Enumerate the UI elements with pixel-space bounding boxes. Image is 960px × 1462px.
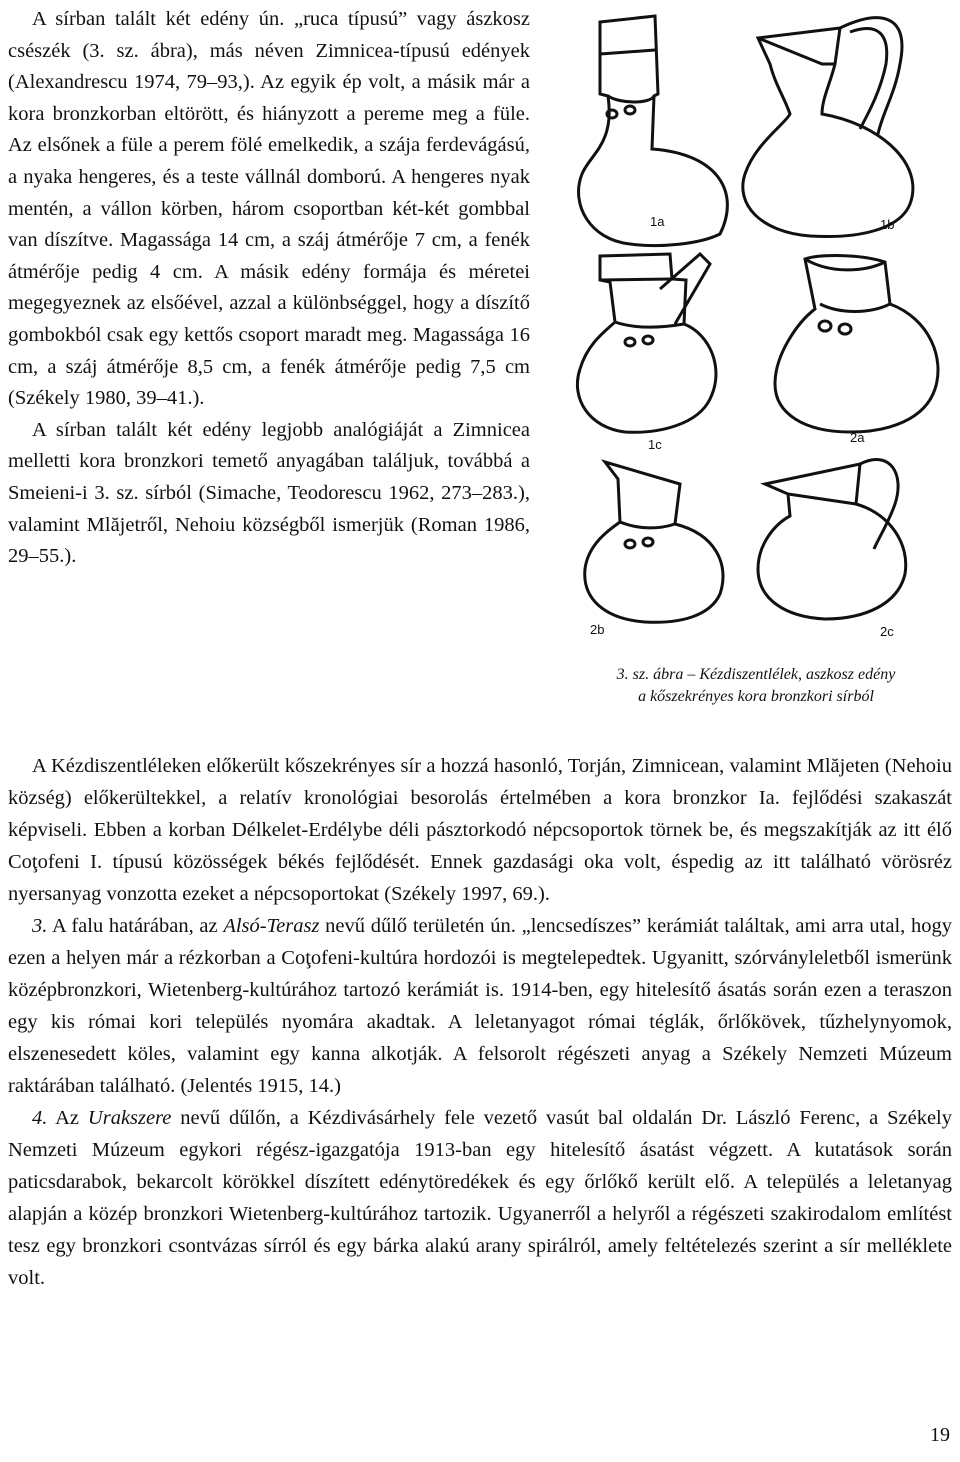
vessel-1a [579, 16, 728, 246]
vessel-figure [560, 4, 955, 654]
label-2c: 2c [880, 624, 894, 639]
item-number: 3. [32, 915, 48, 937]
full-width-text [8, 750, 952, 1294]
text-span: A falu határában, az [47, 915, 224, 937]
vessel-1b [743, 18, 913, 237]
label-1a: 1a [650, 214, 665, 229]
vessel-2a [775, 256, 938, 432]
place-name: Alsó-Terasz [223, 915, 320, 937]
label-1b: 1b [880, 217, 895, 232]
text-span: Az [47, 1107, 88, 1129]
paragraph: A sírban talált két edény legjobb analógiáját a Zimnicea melletti kora bronzkori temető anyagában találjuk, továbbá a Smeieni-i 3. sz. sírból (Simache, Teodorescu 1962, 273–283.), valamint Mlăjetről, Nehoiu községből ismerjük (Roman 1986, 29–55.). [8, 418, 530, 568]
left-column-text [8, 4, 530, 573]
label-1c: 1c [648, 437, 662, 452]
paragraph: A sírban talált két edény ún. „ruca típusú” vagy ászkosz csészék (3. sz. ábra), más néven Zimnicea-típusú edények (Alexandrescu 1974, 79–93,). Az egyik ép volt, a másik már a kora bronzkorban eltörött, és hiányzott a pereme meg a füle. Az elsőnek a füle a perem fölé emelkedik, a szája ferdevágású, a nyaka hengeres, és a teste vállnál domború. A hengeres nyak mentén, a vállon körben, három csoportban két-két gombbal van díszítve. Magassága 14 cm, a száj átmérője 7 cm, a fenék átmérője pedig 4 cm. A másik edény formája és méretei megegyeznek az elsőével, azzal a különbséggel, hogy a díszítő gombokból csak egy kettős csoport maradt meg. Magassága 16 cm, a száj átmérője 8,5 cm, a fenék átmérője pedig 7,5 cm (Székely 1980, 39–41.). [8, 8, 530, 410]
vessel-2b [585, 462, 723, 622]
text-span: nevű dűlő területén ún. „lencsedíszes” kerámiát találtak, ami arra utal, hogy ezen a helyen már a rézkorban a Coţofeni-kultúra hordozói is megtelepedtek. Ugyanitt, szórványleletből ismerünk középbronzkori, Wietenberg-kultúrához tartozó kerámiát is. 1914-ben, egy hitelesítő ásatás során ezen a teraszon egy kis római kori település nyomára akadtak. A leletanyagot római téglák, őrlőkövek, tűzhelynyomok, elszenesedett köles, valamint egy kanna alkotják. A felsorolt régészeti anyag a Székely Nemzeti Múzeum raktárában található. (Jelentés 1915, 14.) [8, 915, 952, 1097]
item-number: 4. [32, 1107, 48, 1129]
label-2b: 2b [590, 622, 605, 637]
label-2a: 2a [850, 430, 865, 445]
figure-caption [556, 664, 956, 708]
text-span: nevű dűlőn, a Kézdivásárhely fele vezető vasút bal oldalán Dr. László Ferenc, a Székely Nemzeti Múzeum egykori régész-igazgatója 1913-ban egy hitelesítő ásatást végzett. A kutatások során paticsdarabok, bekarcolt körökkel díszített edénytöredékek és egy őrlőkő került elő. A település a leletanyag alapján a közép bronzkori Wietenberg-kultúrához tartozik. Ugyanerről a helyről a régészeti szakirodalom említést tesz egy bronzkori csontvázas sírról és egy bárka alakú arany spirálról, amely feltételezés szerint a sír melléklete volt. [8, 1107, 952, 1289]
vessel-drawings [560, 4, 955, 654]
vessel-1c [577, 254, 716, 432]
place-name: Urakszere [87, 1107, 172, 1129]
paragraph [8, 1102, 952, 1294]
caption-line-1: 3. sz. ábra – Kézdiszentlélek, aszkosz edény [616, 666, 896, 683]
vessel-2c [758, 460, 906, 619]
paragraph: A Kézdiszentléleken előkerült kőszekrényes sír a hozzá hasonló, Torján, Zimnicean, valamint Mlăjeten (Nehoiu község) előkerültekkel, a relatív kronológiai besorolás értelmében a kora bronzkor Ia. fejlődési szakaszát képviseli. Ebben a korban Délkelet-Erdélybe déli pásztorkodó népcsoportok törnek be, és megszakítják az itt élő Coţofeni I. típusú közösségek békés fejlődését. Ennek gazdasági oka volt, éspedig az itt található vörösréz nyersanyag vonzotta ezeket a népcsoportokat (Székely 1997, 69.). [8, 755, 952, 905]
page-number: 19 [930, 1424, 950, 1446]
paragraph [8, 910, 952, 1102]
caption-line-2: a kőszekrényes kora bronzkori sírból [638, 688, 874, 705]
